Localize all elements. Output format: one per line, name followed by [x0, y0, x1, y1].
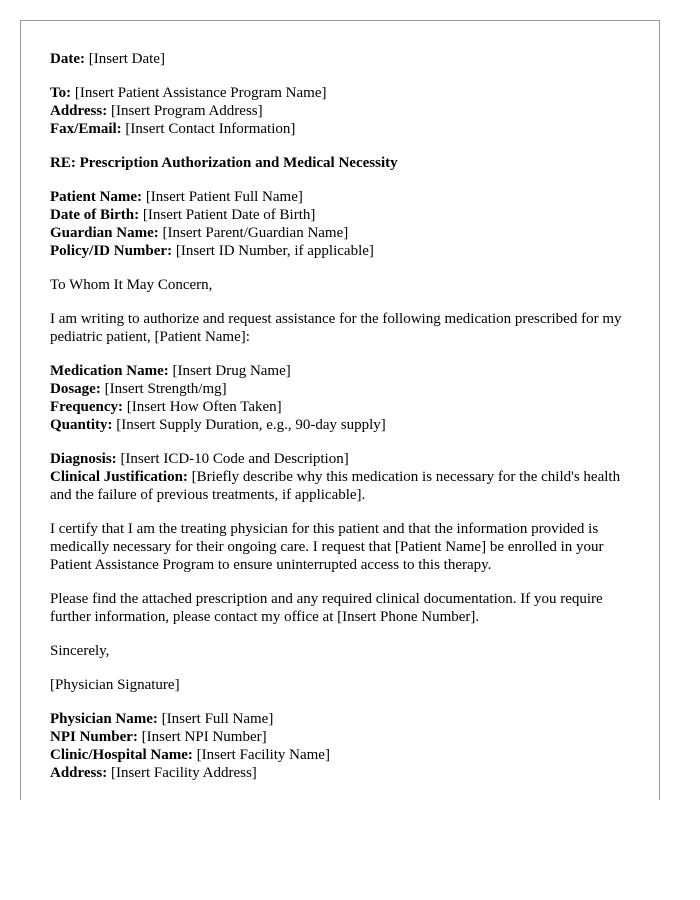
frequency-label: Frequency: — [50, 399, 124, 415]
policy-id-label: Policy/ID Number: — [50, 243, 173, 259]
quantity-value: [Insert Supply Duration, e.g., 90-day supply] — [112, 417, 386, 433]
date-value: [Insert Date] — [84, 51, 165, 67]
physician-name-value: [Insert Full Name] — [157, 711, 274, 727]
date-label: Date: — [50, 51, 85, 67]
patient-dob-line — [50, 206, 630, 224]
dosage-label: Dosage: — [50, 381, 101, 397]
patient-name-line — [50, 188, 630, 206]
quantity-label: Quantity: — [50, 417, 113, 433]
dosage-value: [Insert Strength/mg] — [100, 381, 227, 397]
recipient-contact-value: [Insert Contact Information] — [121, 121, 296, 137]
date-line — [50, 50, 630, 68]
policy-id-value: [Insert ID Number, if applicable] — [172, 243, 374, 259]
signature-placeholder: [Physician Signature] — [50, 677, 180, 693]
recipient-address-line — [50, 102, 630, 120]
patient-name-value: [Insert Patient Full Name] — [142, 189, 303, 205]
clinic-name-line — [50, 746, 630, 764]
physician-name-label: Physician Name: — [50, 711, 158, 727]
closing: Sincerely, — [50, 643, 110, 659]
medication-block — [50, 362, 630, 434]
facility-address-label: Address: — [50, 765, 108, 781]
justification-line — [50, 468, 630, 504]
subject-line: RE: Prescription Authorization and Medical Necessity — [50, 155, 398, 171]
date-block — [50, 50, 630, 68]
patient-name-label: Patient Name: — [50, 189, 143, 205]
facility-address-line — [50, 764, 630, 782]
patient-block — [50, 188, 630, 260]
medication-name-label: Medication Name: — [50, 363, 169, 379]
facility-address-value: [Insert Facility Address] — [107, 765, 257, 781]
npi-number-label: NPI Number: — [50, 729, 138, 745]
recipient-to-label: To: — [50, 85, 72, 101]
guardian-name-value: [Insert Parent/Guardian Name] — [158, 225, 349, 241]
recipient-contact-label: Fax/Email: — [50, 121, 122, 137]
diagnosis-value: [Insert ICD-10 Code and Description] — [116, 451, 349, 467]
quantity-line — [50, 416, 630, 434]
clinical-block — [50, 450, 630, 504]
frequency-line — [50, 398, 630, 416]
diagnosis-label: Diagnosis: — [50, 451, 117, 467]
patient-dob-value: [Insert Patient Date of Birth] — [139, 207, 316, 223]
recipient-contact-line — [50, 120, 630, 138]
frequency-value: [Insert How Often Taken] — [123, 399, 282, 415]
justification-label: Clinical Justification: — [50, 469, 188, 485]
policy-id-line — [50, 242, 630, 260]
guardian-name-line — [50, 224, 630, 242]
medication-name-value: [Insert Drug Name] — [168, 363, 291, 379]
physician-name-line — [50, 710, 630, 728]
letter-body — [50, 50, 630, 798]
diagnosis-line — [50, 450, 630, 468]
patient-dob-label: Date of Birth: — [50, 207, 140, 223]
recipient-block — [50, 84, 630, 138]
attachment-paragraph: Please find the attached prescription and any required clinical documentation. If you require further information, please contact my office at [Insert Phone Number]. — [50, 591, 603, 625]
recipient-address-value: [Insert Program Address] — [107, 103, 263, 119]
physician-block — [50, 710, 630, 782]
certification-paragraph: I certify that I am the treating physician for this patient and that the information provided is medically necessary for their ongoing care. I request that [Patient Name] be enrolled in your Patient Assistance Program to ensure uninterrupted access to this therapy. — [50, 521, 604, 573]
npi-number-value: [Insert NPI Number] — [137, 729, 267, 745]
recipient-address-label: Address: — [50, 103, 108, 119]
guardian-name-label: Guardian Name: — [50, 225, 159, 241]
recipient-to-value: [Insert Patient Assistance Program Name] — [71, 85, 327, 101]
npi-number-line — [50, 728, 630, 746]
dosage-line — [50, 380, 630, 398]
clinic-name-label: Clinic/Hospital Name: — [50, 747, 193, 763]
salutation: To Whom It May Concern, — [50, 277, 213, 293]
recipient-to-line — [50, 84, 630, 102]
medication-name-line — [50, 362, 630, 380]
letter-page — [20, 20, 660, 800]
justification-value: [Briefly describe why this medication is necessary for the child's health and the failure of previous treatments, if applicable]. — [50, 469, 621, 503]
intro-paragraph: I am writing to authorize and request assistance for the following medication prescribed for my pediatric patient, [Patient Name]: — [50, 311, 622, 345]
clinic-name-value: [Insert Facility Name] — [192, 747, 330, 763]
